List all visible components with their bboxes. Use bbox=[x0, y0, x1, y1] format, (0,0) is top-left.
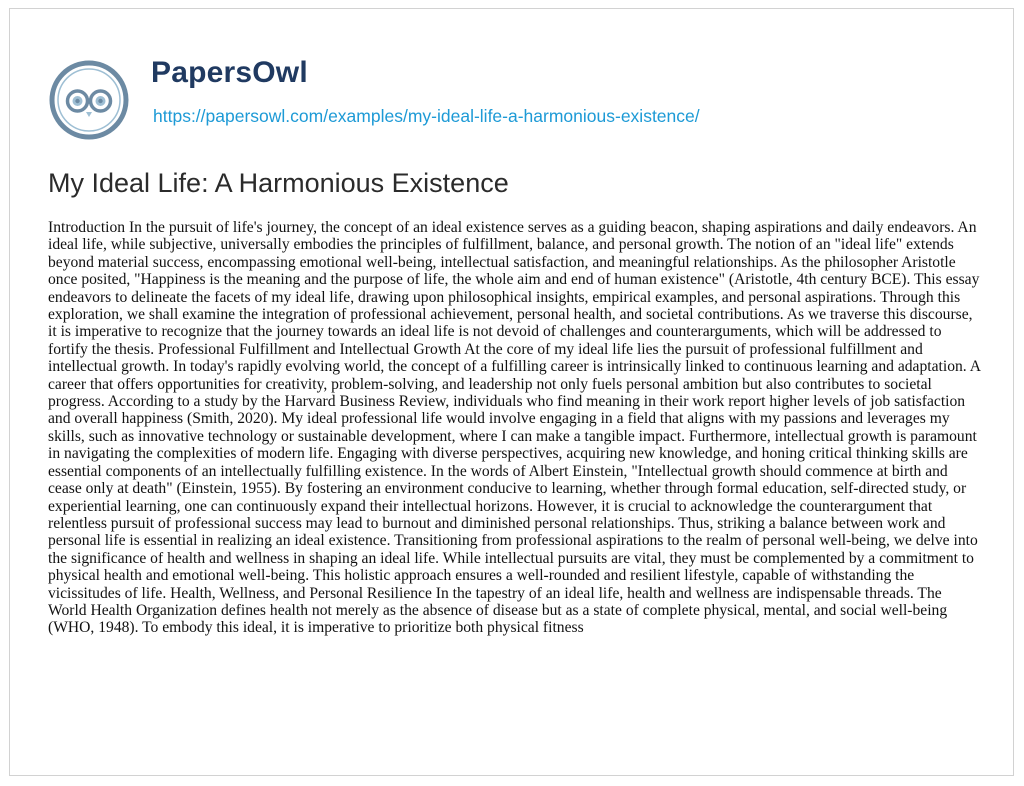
article-title: My Ideal Life: A Harmonious Existence bbox=[48, 168, 509, 198]
site-header bbox=[49, 56, 949, 140]
owl-eyes-icon bbox=[49, 60, 129, 140]
brand-name: PapersOwl bbox=[151, 56, 308, 89]
source-url-link[interactable]: https://papersowl.com/examples/my-ideal-life-a-harmonious-existence/ bbox=[153, 106, 700, 126]
article-body: Introduction In the pursuit of life's journey, the concept of an ideal existence serves as a guiding beacon, shaping aspirations and daily endeavors. An ideal life, while subjective, universally embodies the principles of fulfillment, balance, and personal growth. The notion of an "ideal life" extends beyond material success, encompassing emotional well-being, intellectual satisfaction, and meaningful relationships. As the philosopher Aristotle once posited, "Happiness is the meaning and the purpose of life, the whole aim and end of human existence" (Aristotle, 4th century BCE). This essay endeavors to delineate the facets of my ideal life, drawing upon philosophical insights, empirical examples, and personal aspirations. Through this exploration, we shall examine the integration of professional achievement, personal health, and societal contributions. As we traverse this discourse, it is imperative to recognize that the journey towards an ideal life is not devoid of challenges and counterarguments, which will be addressed to fortify the thesis. Professional Fulfillment and Intellectual Growth At the core of my ideal life lies the pursuit of professional fulfillment and intellectual growth. In today's rapidly evolving world, the concept of a fulfilling career is intrinsically linked to continuous learning and adaptation. A career that offers opportunities for creativity, problem-solving, and leadership not only fuels personal ambition but also contributes to societal progress. According to a study by the Harvard Business Review, individuals who find meaning in their work report higher levels of job satisfaction and overall happiness (Smith, 2020). My ideal professional life would involve engaging in a field that aligns with my passions and leverages my skills, such as innovative technology or sustainable development, where I can make a tangible impact. Furthermore, intellectual growth is paramount in navigating the complexities of modern life. Engaging with diverse perspectives, acquiring new knowledge, and honing critical thinking skills are essential components of an intellectually fulfilling existence. In the words of Albert Einstein, "Intellectual growth should commence at birth and cease only at death" (Einstein, 1955). By fostering an environment conducive to learning, whether through formal education, self-directed study, or experiential learning, one can continuously expand their intellectual horizons. However, it is crucial to acknowledge the counterargument that relentless pursuit of professional success may lead to burnout and diminished personal relationships. Thus, striking a balance between work and personal life is essential in realizing an ideal existence. Transitioning from professional aspirations to the realm of personal well-being, we delve into the significance of health and wellness in shaping an ideal life. While intellectual pursuits are vital, they must be complemented by a commitment to physical health and emotional well-being. This holistic approach ensures a well-rounded and resilient lifestyle, capable of withstanding the vicissitudes of life. Health, Wellness, and Personal Resilience In the tapestry of an ideal life, health and wellness are indispensable threads. The World Health Organization defines health not merely as the absence of disease but as a state of complete physical, mental, and social well-being (WHO, 1948). To embody this ideal, it is imperative to prioritize both physical fitness bbox=[48, 219, 981, 637]
